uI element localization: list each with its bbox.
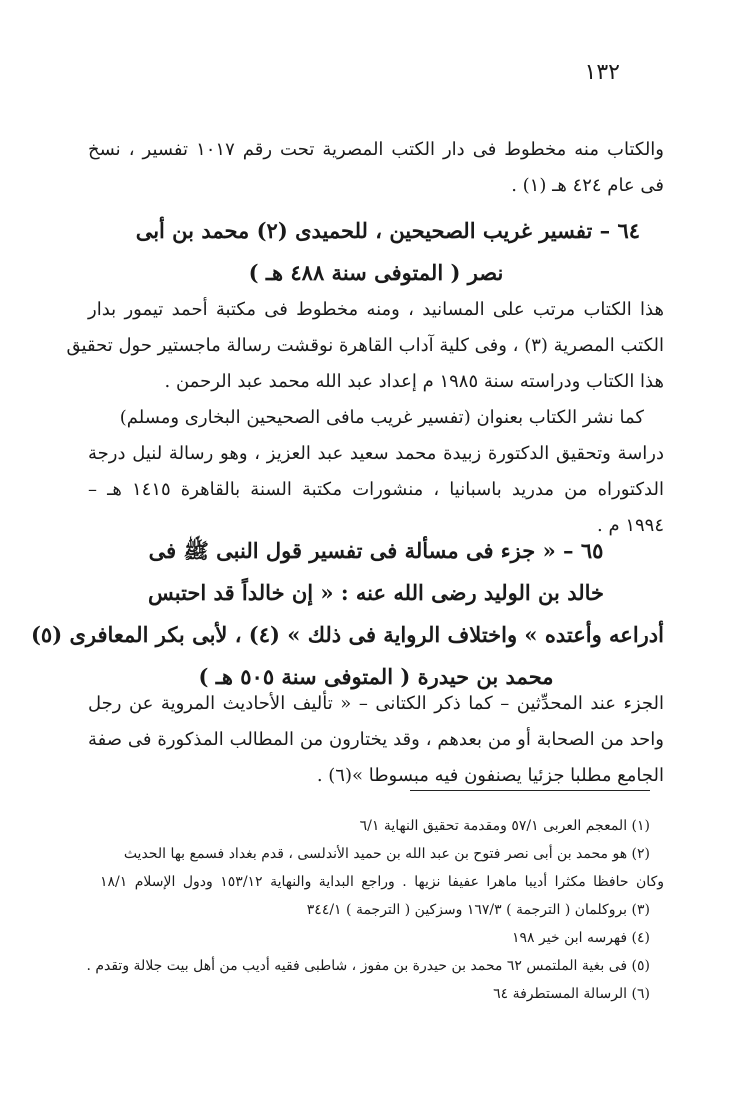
entry-64-heading bbox=[88, 210, 664, 294]
body-line: كما نشر الكتاب بعنوان (تفسير غريب مافى الصحيحين البخارى ومسلم) bbox=[119, 407, 644, 428]
heading-line: ٦٥ – « جزء فى مسألة فى تفسير قول النبى ﷺ فى bbox=[148, 538, 604, 563]
heading-line: نصر ( المتوفى سنة ٤٨٨ هـ ) bbox=[248, 260, 504, 285]
heading-line: ٦٤ – تفسير غريب الصحيحين ، للحميدى (٢) محمد بن أبى bbox=[135, 218, 640, 243]
entry-64-body bbox=[66, 292, 664, 544]
body-line: هذا الكتاب مرتب على المسانيد ، ومنه مخطوط فى مكتبة أحمد تيمور بدار bbox=[88, 299, 664, 320]
page-number: ١٣٢ bbox=[584, 60, 620, 85]
footnote: (٦) الرسالة المستطرفة ٦٤ bbox=[493, 986, 650, 1002]
footnote: (٣) بروكلمان ( الترجمة ) ١٦٧/٣ وسزكين ( الترجمة ) ٣٤٤/١ bbox=[306, 902, 650, 918]
intro-line: فى عام ٤٢٤ هـ (١) . bbox=[511, 175, 664, 196]
heading-line: خالد بن الوليد رضى الله عنه : « إن خالداً قد احتبس bbox=[147, 580, 605, 605]
footnotes bbox=[86, 812, 664, 1008]
intro-paragraph bbox=[88, 132, 664, 204]
body-line: الدكتوراه من مدريد باسبانيا ، منشورات مكتبة السنة بالقاهرة ١٤١٥ هـ – bbox=[88, 479, 664, 500]
entry-65-heading bbox=[30, 530, 664, 698]
body-line: ١٩٩٤ م . bbox=[597, 515, 664, 536]
body-line: الجامع مطلبا جزئيا يصنفون فيه مبسوطا »(٦) . bbox=[316, 765, 664, 786]
footnote-divider bbox=[410, 790, 650, 791]
body-line: هذا الكتاب ودراسته سنة ١٩٨٥ م إعداد عبد الله محمد عبد الرحمن . bbox=[164, 371, 664, 392]
footnote: (٢) هو محمد بن أبى نصر فتوح بن عبد الله بن حميد الأندلسى ، قدم بغداد فسمع بها الحديث bbox=[123, 846, 650, 862]
body-line: واحد من الصحابة أو من بعدهم ، وقد يختارون من المطالب المذكورة فى صفة bbox=[88, 729, 664, 750]
intro-line: والكتاب منه مخطوط فى دار الكتب المصرية تحت رقم ١٠١٧ تفسير ، نسخ bbox=[88, 139, 664, 160]
body-line: دراسة وتحقيق الدكتورة زبيدة محمد سعيد عبد العزيز ، وهو رسالة لنيل درجة bbox=[88, 443, 664, 464]
heading-line: محمد بن حيدرة ( المتوفى سنة ٥٠٥ هـ ) bbox=[198, 664, 554, 689]
footnote: (٥) فى بغية الملتمس ٦٢ محمد بن حيدرة بن مفوز ، شاطبى فقيه أديب من أهل بيت جلالة وتقدم . bbox=[86, 958, 650, 974]
footnote: (٤) فهرسه ابن خير ١٩٨ bbox=[512, 930, 650, 946]
footnote: (١) المعجم العربى ٥٧/١ ومقدمة تحقيق النهاية ٦/١ bbox=[359, 818, 650, 834]
body-line: الجزء عند المحدِّثين – كما ذكر الكتانى – « تأليف الأحاديث المروية عن رجل bbox=[88, 693, 664, 714]
body-line: الكتب المصرية (٣) ، وفى كلية آداب القاهرة نوقشت رسالة ماجستير حول تحقيق bbox=[66, 335, 664, 356]
entry-65-body bbox=[88, 686, 664, 794]
heading-line: أدراعه وأعتده » واختلاف الرواية فى ذلك » (٤) ، لأبى بكر المعافرى (٥) bbox=[30, 622, 664, 647]
footnote-continuation: وكان حافظا مكثرا أديبا ماهرا عفيفا نزيها . وراجع البداية والنهاية ١٥٣/١٢ ودول الإسلام ١٨/١ bbox=[100, 874, 664, 890]
